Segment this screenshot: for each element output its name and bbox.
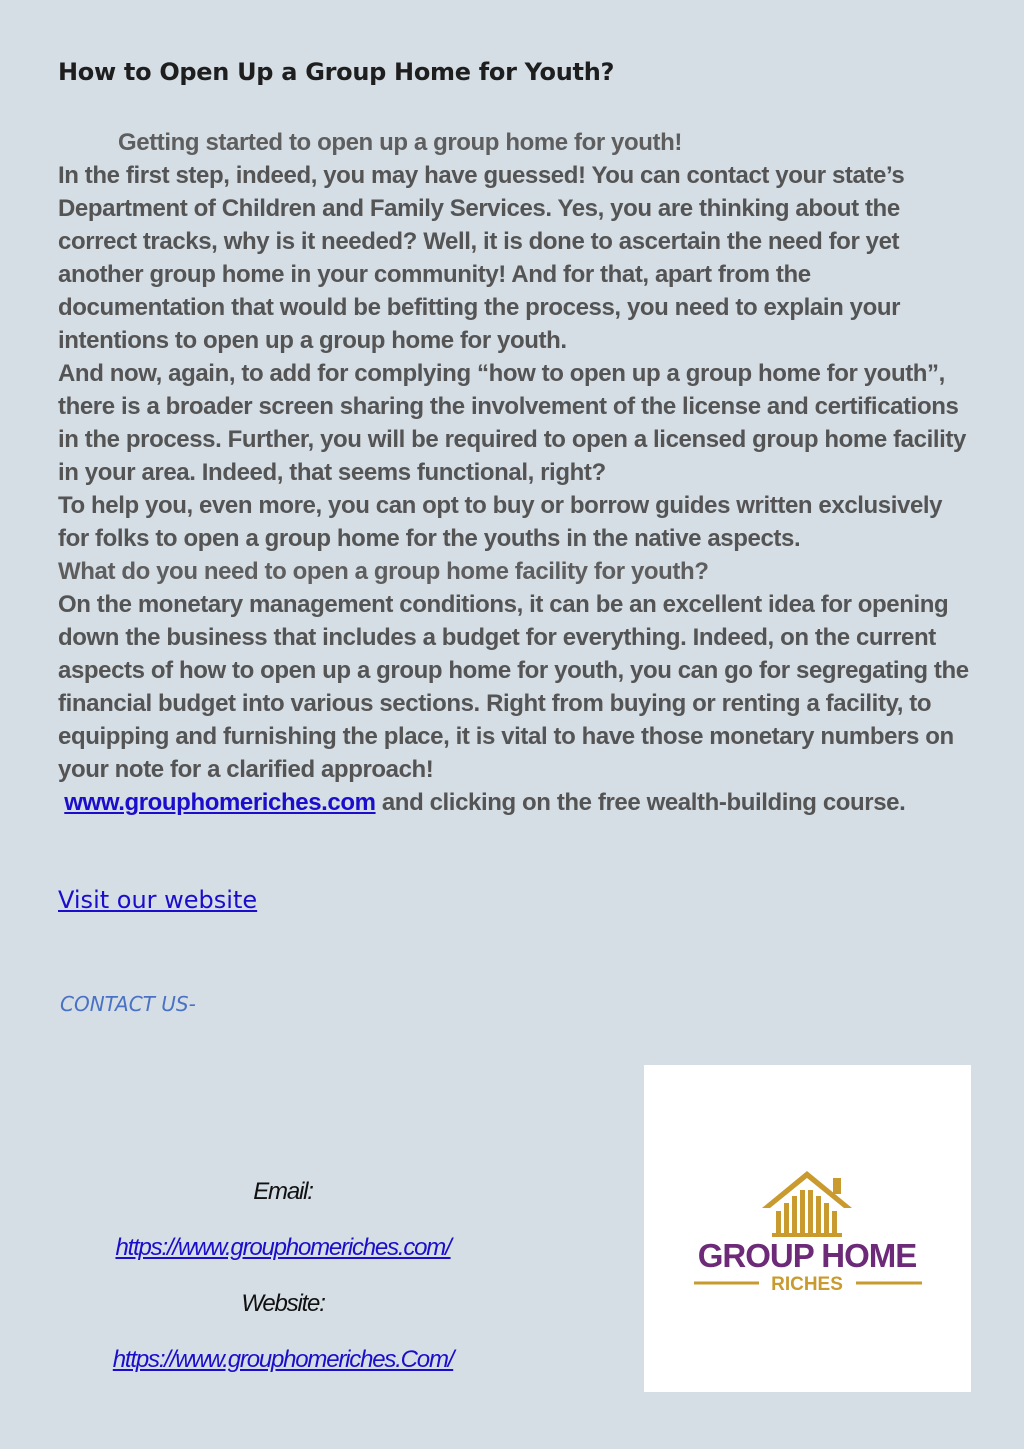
contact-block: [60, 1172, 506, 1396]
website-label: Website:: [241, 1290, 325, 1317]
paragraph-license: And now, again, to add for complying “how to open up a group home for youth”, there is a broader screen sharing the involvement of the license and certifications in the process. Further, you will be required to open a licensed group home facility in your area. Indeed, that seems functional, right?: [58, 360, 966, 486]
page-title: How to Open Up a Group Home for Youth?: [58, 58, 615, 86]
intro-paragraph: Getting started to open up a group home for youth!: [118, 129, 682, 156]
email-url-link[interactable]: https://www.grouphomeriches.com/: [115, 1234, 451, 1261]
house-chimney-icon: [833, 1178, 841, 1194]
contact-heading: CONTACT US-: [60, 992, 196, 1016]
email-label: Email:: [253, 1178, 313, 1205]
subheading-question: What do you need to open a group home facility for youth?: [58, 558, 709, 585]
logo-title: GROUP HOME: [697, 1237, 917, 1274]
paragraph-guides: To help you, even more, you can opt to buy or borrow guides written exclusively for folks to open a group home for the youths in the native aspects.: [58, 492, 943, 552]
group-home-riches-logo: [644, 1065, 971, 1392]
logo-subtitle: RICHES: [771, 1274, 843, 1295]
paragraph-first-step: In the first step, indeed, you may have guessed! You can contact your state’s Department of Children and Family Services. Yes, you are thinking about the correct tracks, why is it needed? Well, it is done to ascertain the need for yet another group home in your community! And for that, apart from the documentation that would be befitting the process, you need to explain your intentions to open up a group home for youth.: [58, 162, 905, 354]
paragraph-budget: On the monetary management conditions, it can be an excellent idea for opening down the business that includes a budget for everything. Indeed, on the current aspects of how to open up a group home for youth, you can go for segregating the financial budget into various sections. Right from buying or renting a facility, to equipping and furnishing the place, it is vital to have those monetary numbers on your note for a clarified approach!: [58, 591, 969, 783]
website-url-link[interactable]: https://www.grouphomeriches.Com/: [112, 1346, 454, 1373]
grouphomeriches-link[interactable]: www.grouphomeriches.com: [64, 789, 376, 816]
article-body: [58, 126, 973, 819]
course-text: and clicking on the free wealth-building course.: [381, 789, 906, 816]
logo-graphic: [644, 1065, 971, 1392]
visit-website-link[interactable]: Visit our website: [58, 886, 258, 914]
paragraph-course: [58, 786, 973, 819]
